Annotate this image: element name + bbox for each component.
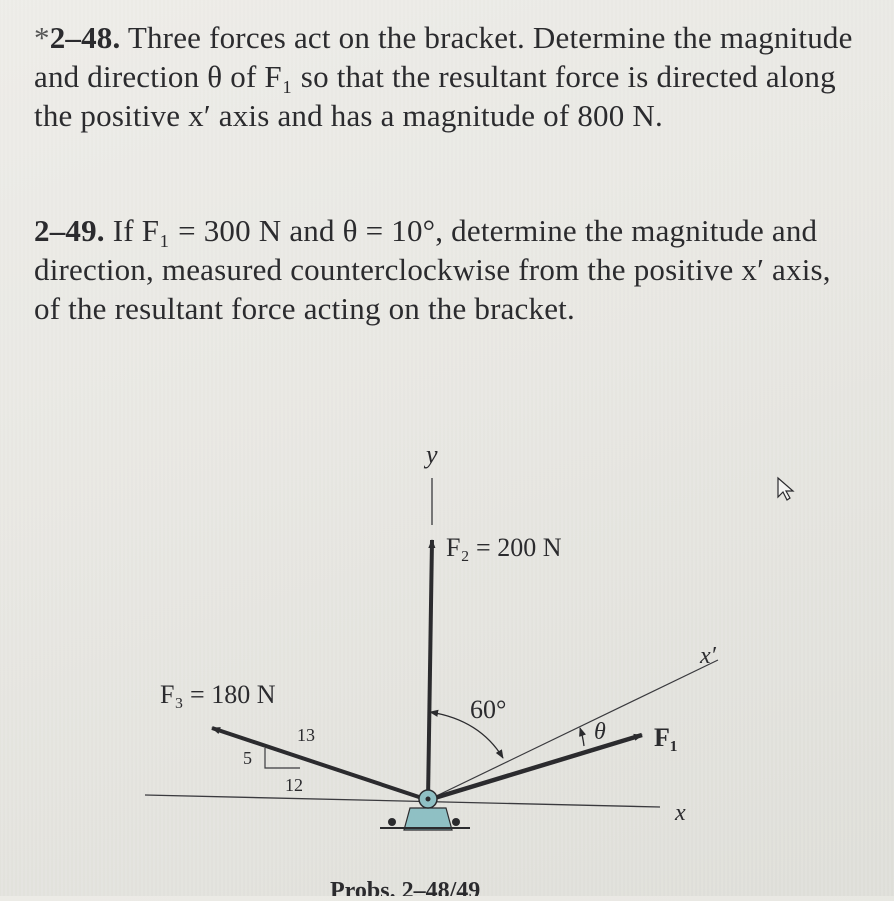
pin-center-icon — [426, 797, 431, 802]
bracket-figure — [0, 430, 894, 896]
slope-label-13: 13 — [297, 725, 315, 745]
bolt-left-icon — [388, 818, 396, 826]
f2-label: F₂ = 200 N — [446, 533, 562, 562]
bolt-right-icon — [452, 818, 460, 826]
problem-text: If F₁ = 300 N and θ = 10°, determine the magnitude and direction, measured counterclockwise from the positive x′ axis, of the resultant force acting on the bracket. — [34, 213, 831, 326]
problem-2-48 — [34, 18, 864, 135]
f3-label: F₃ = 180 N — [160, 680, 276, 709]
problem-number: 2–48. — [49, 20, 121, 55]
f1-vector — [428, 735, 642, 800]
problem-star: * — [34, 20, 50, 55]
theta-arc — [580, 728, 584, 746]
theta-label: θ — [594, 719, 606, 745]
x-axis-label: x — [675, 800, 686, 826]
xprime-axis-label: x′ — [700, 643, 716, 669]
slope-label-12: 12 — [285, 775, 303, 795]
mouse-cursor-icon — [778, 478, 793, 500]
x-axis-line — [145, 795, 660, 807]
bracket-support — [404, 808, 452, 830]
angle-60-label: 60° — [470, 695, 507, 724]
problem-text: Three forces act on the bracket. Determine the magnitude and direction θ of F₁ so that the resultant force is directed along the positive x′ axis and has a magnitude of 800 N. — [34, 20, 853, 133]
problem-2-49 — [34, 211, 864, 328]
f1-label: F₁ — [654, 723, 678, 752]
y-axis-label: y — [426, 440, 438, 469]
problem-number: 2–49. — [34, 213, 105, 248]
f2-vector — [428, 540, 432, 800]
slope-label-5: 5 — [243, 748, 252, 768]
figure-caption: Probs. 2–48/49 — [330, 878, 481, 896]
force-diagram — [0, 430, 894, 896]
